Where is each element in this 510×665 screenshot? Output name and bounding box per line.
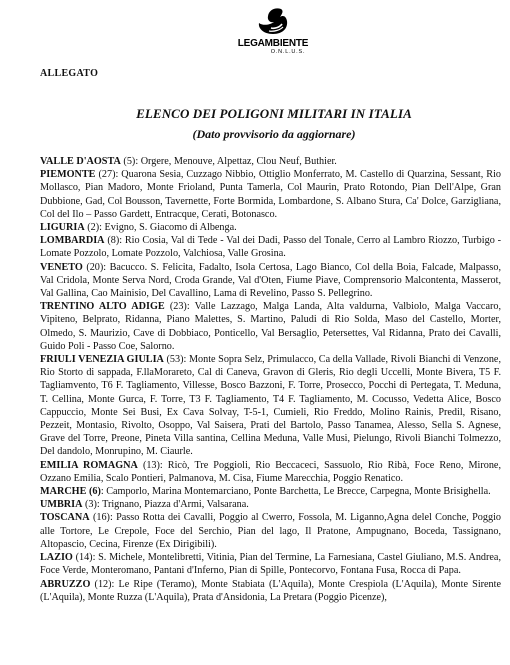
region-entry: [40, 234, 501, 260]
region-count: (16): [92, 512, 110, 524]
document-title: ELENCO DEI POLIGONI MILITARI IN ITALIA: [136, 106, 412, 121]
logo-subtitle: O.N.L.U.S.: [270, 49, 306, 55]
region-sites: : Quarona Sesia, Cuzzago Nibbio, Ottiglio Monferrato, M. Castello di Quarzina, Sessant, Rio Mollasco, Pian Madoro, Monte Frioland, Punta Tamerla, Col Maurin, Prato Rotondo, Pian Dell'Alpe, Gran Dubbione, Gad, Col Bousson, Tavernette, Forte Bormida, Lombardone, S. Albano Stura, Ca' Dolce, Garzigliana, Col del Ilo – Passo Gardett, Entracque, Cerati, Botonasco.: [40, 169, 502, 220]
region-name: VALLE D'AOSTA: [40, 156, 121, 167]
region-count: (27): [98, 169, 116, 181]
region-count: (3): [85, 499, 97, 511]
region-entry: [40, 578, 501, 604]
region-entry: [40, 511, 501, 551]
region-entry: [40, 498, 501, 511]
logo-name: LEGAMBIENTE: [237, 38, 309, 49]
region-sites: : Camporlo, Marina Montemarciano, Ponte Barchetta, Le Brecce, Carpegna, Monte Brisighella.: [100, 486, 491, 498]
region-entry: [40, 221, 501, 234]
region-name: TOSCANA: [40, 512, 90, 524]
region-name: LAZIO: [40, 552, 73, 564]
document-subtitle: (Dato provvisorio da aggiornare): [192, 127, 356, 141]
region-count: (12): [94, 578, 112, 590]
region-count: (2): [87, 222, 100, 234]
region-sites: : Bacucco. S. Felicita, Fadalto, Isola Certosa, Lago Bianco, Col della Boia, Falcade, Malpasso, Val Cridola, Monte Serva Nord, Croda Grande, Val d'Oten, Fiume Piave, Comprensorio Malcontenta, Masserot, Val Gallina, Cao Mainisio, Del Cavallino, Lama di Revelino, Passo S. Pellegrino.: [40, 261, 502, 300]
region-entry: [40, 551, 501, 577]
region-entry: [40, 261, 501, 301]
region-name: ABRUZZO: [40, 578, 91, 590]
region-count: (14): [75, 552, 93, 564]
region-entry: [40, 300, 501, 353]
region-sites: : Monte Sopra Selz, Primulacco, Ca della Vallade, Rivoli Bianchi di Venzone, Rio Storto di sappada, F.llaMorareto, Cal di Caneva, Gravon di Gleris, Rio degli Uccelli, Monte Bivera, T5 F. Tagliamvento, T6 F. Tagliamento, Villesse, Bosco Bazzoni, F. Torre, Prosecco, Pocchi di Pertegata, T. Meduna, T. Cellina, Monte Gurca, F. Torre, T3 F. Tagliamento, T4 F. Tagliamento, M. Cocusso, Vedetta Alice, Bosco Cappuccio, Monte Sei Busi, Ex Cava Solvay, T-5-1, Cumieli, Rio Freddo, Molino Rainis, Predil, Risano, Pezzeit, Montasio, Rivolto, Osoppo, Val Saisera, Prati del Bartolo, Passo Tanamea, Alesso, Sella S. Agnese, Grave del Torre, Preone, Pineta Villa santina, Cellina Meduna, Valle Musi, Pielungo, Rivoli Bianchi Tolmezzo, Del dandolo, Monrupino, M. Ciaurle.: [40, 354, 501, 458]
region-entry: [40, 168, 501, 221]
region-name: LIGURIA: [40, 222, 85, 234]
region-count: (5): [123, 156, 136, 167]
region-sites: : Le Ripe (Teramo), Monte Stabiata (L'Aquila), Monte Crespiola (L'Aquila), Monte Sirente (L'Aquila), Monte Ruzza (L'Aquila), Prata d'Ansidonia, La Pretara (Poggio Picenze),: [40, 578, 502, 603]
region-sites: : Valle Lazzago, Malga Landa, Alta valdurna, Valbiolo, Malga Vaccaro, Vipiteno, Belprato, Ridanna, Piano Malettes, S. Martino, Paludi di Rio Solda, Maso del Castello, Morter, Olmedo, S. Maurizio, Cave di Dobbiaco, Ponticello, Val Bersaglio, Petersettes, Val Ridanna, Prato dei Cavalli, Guido Poli - Passo Coe, Salorno.: [40, 301, 502, 352]
region-name: LOMBARDIA: [40, 235, 105, 247]
region-name: VENETO: [40, 261, 83, 273]
swan-logo-icon: [253, 6, 293, 38]
region-entry: [40, 459, 501, 485]
region-list: [40, 155, 501, 604]
region-name: PIEMONTE: [40, 169, 96, 181]
region-name: UMBRIA: [40, 499, 83, 511]
region-sites: : S. Michele, Montelibretti, Vitinia, Pian del Termine, La Farnesiana, Castel Giuliano, M.S. Andrea, Foce Verde, Monteromano, Pantani d'Inferno, Pian di Spille, Pontecorvo, Fontana Fusa, Rocca di Papa.: [40, 552, 501, 577]
region-count: (20): [86, 261, 104, 273]
region-entry: [40, 155, 501, 168]
region-count: (8): [107, 235, 120, 247]
allegato-label: ALLEGATO: [40, 68, 99, 79]
region-count: (6): [88, 486, 101, 498]
region-name: EMILIA ROMAGNA: [40, 459, 138, 471]
region-sites: : Passo Rotta dei Cavalli, Poggio al Cwerro, Fossola, M. Liganno,Agna delel Conche, Poggio alle Tortore, Le Crepole, Foce del Serchio, Pian del lago, Il Pratone, Ampugnano, Boceda, Tassignano, Altopascio, Cecina, Firenze (Ex Dirigibili).: [40, 512, 501, 550]
region-name: TRENTINO ALTO ADIGE: [40, 301, 165, 313]
region-sites: : Rio Cosia, Val di Tede - Val dei Dadi, Passo del Tonale, Cerro al Lambro Riozzo, Turbigo - Lomate Pozzolo, Lomate Pozzolo, Valchiosa, Valle Grosina.: [40, 235, 501, 260]
region-count: (23): [169, 301, 187, 313]
region-entry: [40, 485, 501, 498]
region-count: (13): [142, 459, 160, 471]
region-sites: : Ricò, Tre Poggioli, Rio Beccaceci, Sassuolo, Rio Ribà, Foce Reno, Mirone, Ozzano Emilia, Scalo Pontieri, Palmanova, M. Cisa, Fiume Marecchia, Poggio Renatico.: [40, 459, 501, 484]
region-count: (53): [166, 354, 184, 366]
legambiente-logo: [228, 6, 318, 60]
region-name: MARCHE: [40, 486, 87, 498]
region-sites: : Trignano, Piazza d'Armi, Valsarana.: [96, 499, 249, 511]
region-name: FRIULI VENEZIA GIULIA: [40, 354, 164, 366]
region-sites: : Evigno, S. Giacomo di Albenga.: [99, 222, 237, 234]
region-entry: [40, 353, 501, 459]
region-sites: : Orgere, Menouve, Alpettaz, Clou Neuf, Buthier.: [135, 156, 337, 167]
